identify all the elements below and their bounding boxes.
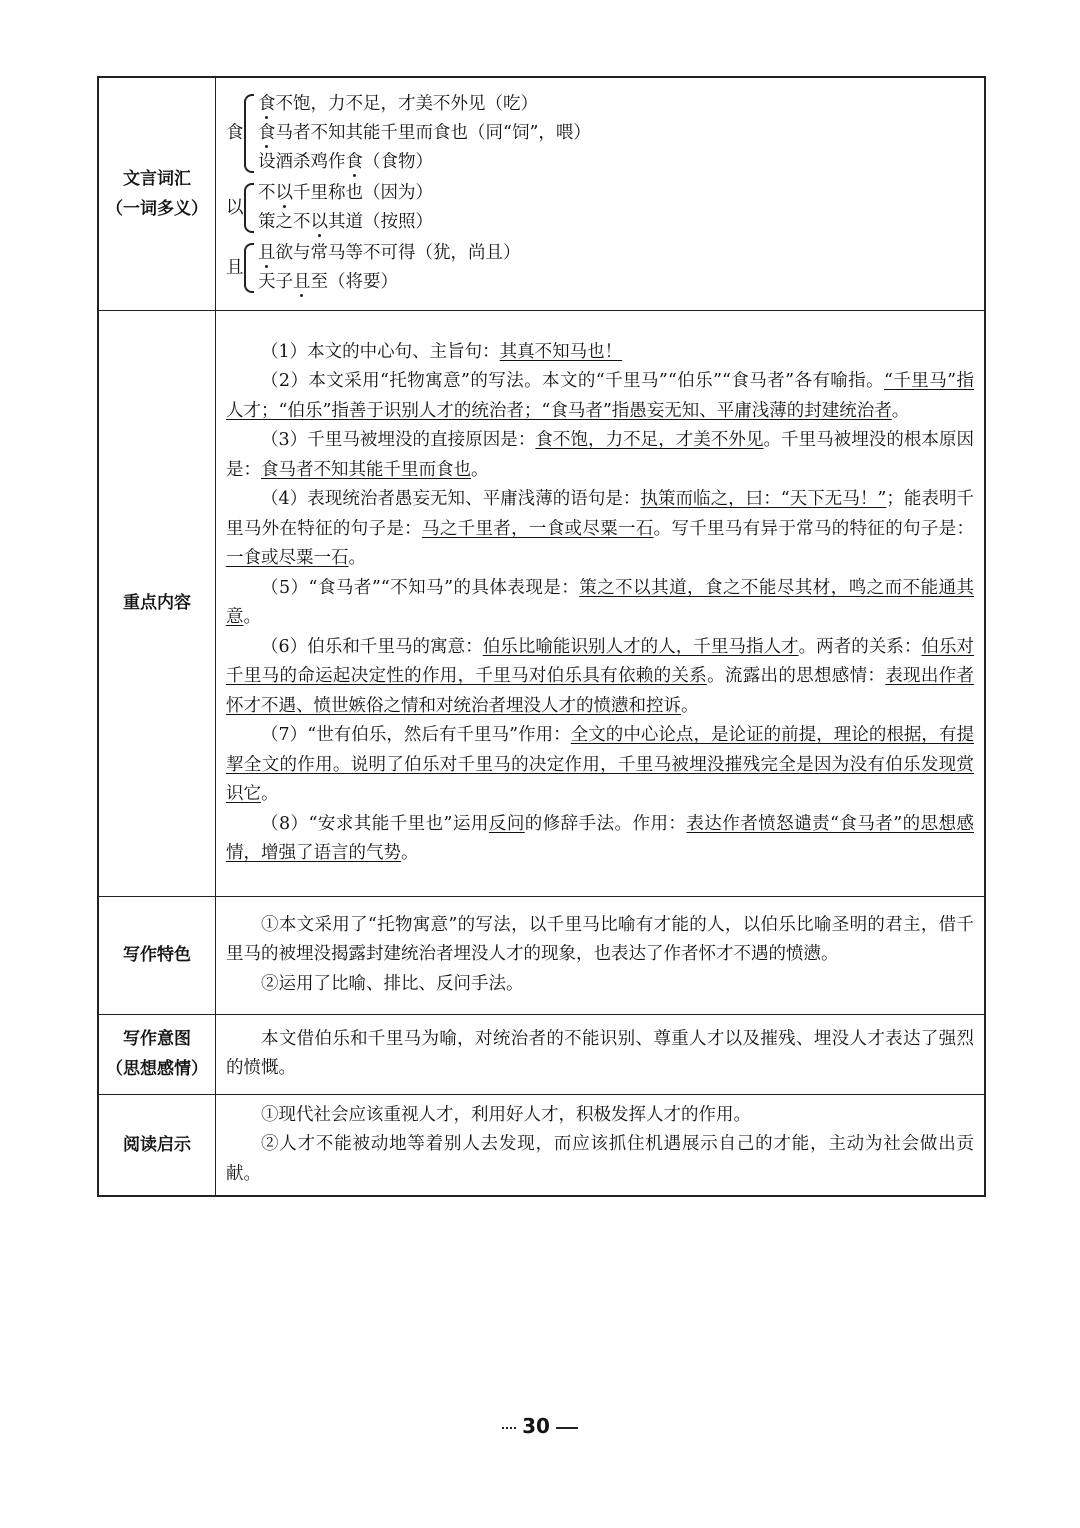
vocab-label-line2: （一词多义） [106,198,208,219]
vocab-row [98,77,985,310]
key-point-3: （3）千里马被埋没的直接原因是：食不饱，力不足，才美不外见。千里马被埋没的根本原因是：食马者不知其能千里而食也。 [226,430,975,480]
intent-label-line2: （思想感情） [106,1059,208,1079]
vocab-group-char: 以 [226,197,244,218]
vocab-group-char: 食 [226,123,244,143]
vocab-line: 策之不以其道（按照） [258,212,433,233]
writing-content [216,896,986,1014]
reading-content [216,1094,986,1196]
reading-label: 阅读启示 [98,1094,216,1196]
reading-row [98,1094,985,1196]
brace-icon [244,243,254,293]
page-number: 30 [522,1414,550,1438]
vocab-group-qie [226,239,974,297]
intent-label [98,1014,216,1094]
key-content [216,310,986,896]
vocab-group-yi [226,179,974,237]
vocab-label [98,77,216,310]
writing-row [98,896,985,1014]
summary-table [97,76,986,1197]
intent-row [98,1014,985,1094]
key-point-2: （2）本文采用“托物寓意”的写法。本文的“千里马”“伯乐”“食马者”各有喻指。“千里马”指人才；“伯乐”指善于识别人才的统治者；“食马者”指愚妄无知、平庸浅薄的封建统治者。 [226,371,974,421]
writing-label: 写作特色 [98,896,216,1014]
footer-dash-left [502,1427,516,1429]
vocab-line: 天子且至（将要） [258,272,398,293]
intent-label-line1: 写作意图 [123,1029,191,1049]
reading-point-1: ①现代社会应该重视人才，利用好人才，积极发挥人才的作用。 [261,1104,751,1125]
intent-text: 本文借伯乐和千里马为喻，对统治者的不能识别、尊重人才以及摧残、埋没人才表达了强烈的愤慨。 [226,1028,974,1078]
key-point-5: （5）“食马者”“不知马”的具体表现是：策之不以其道，食之不能尽其材，鸣之而不能通其意。 [226,577,975,627]
key-row [98,310,985,896]
writing-point-1: ①本文采用了“托物寓意”的写法，以千里马比喻有才能的人，以伯乐比喻圣明的君主，借千里马的被埋没揭露封建统治者埋没人才的现象，也表达了作者怀才不遇的愤懑。 [226,914,974,965]
vocab-line: 食不饱，力不足，才美不外见（吃） [258,94,538,115]
key-point-6: （6）伯乐和千里马的寓意：伯乐比喻能识别人才的人，千里马指人才。两者的关系：伯乐对千里马的命运起决定性的作用，千里马对伯乐具有依赖的关系。流露出的思想感情：表现出作者怀才不遇、愤世嫉俗之情和对统治者埋没人才的愤懑和控诉。 [226,636,975,716]
vocab-content [216,77,986,310]
vocab-label-line1: 文言词汇 [123,168,191,189]
page-footer [0,1414,1080,1438]
brace-icon [244,183,254,233]
vocab-line: 设酒杀鸡作食（食物） [258,152,433,173]
intent-content [216,1014,986,1094]
key-point-1: （1）本文的中心句、主旨句：其真不知马也！ [261,341,623,362]
key-point-8: （8）“安求其能千里也”运用反问的修辞手法。作用：表达作者愤怒谴责“食马者”的思想感情，增强了语言的气势。 [226,813,974,863]
key-point-7: （7）“世有伯乐，然后有千里马”作用：全文的中心论点，是论证的前提，理论的根据，有提挈全文的作用。说明了伯乐对千里马的决定作用，千里马被埋没摧残完全是因为没有伯乐发现赏识它。 [226,725,975,804]
vocab-group-shi [226,90,974,177]
reading-point-2: ②人才不能被动地等着别人去发现，而应该抓住机遇展示自己的才能，主动为社会做出贡献。 [226,1134,974,1184]
vocab-line: 食马者不知其能千里而食也（同“饲”，喂） [258,123,591,144]
vocab-group-char: 且 [226,257,244,278]
vocab-line: 且欲与常马等不可得（犹，尚且） [258,243,521,264]
vocab-line: 不以千里称也（因为） [258,183,433,204]
footer-dash-right [556,1427,578,1429]
brace-icon [244,94,254,173]
key-label: 重点内容 [98,310,216,896]
key-point-4: （4）表现统治者愚妄无知、平庸浅薄的语句是：执策而临之，曰：“天下无马！”；能表明千里马外在特征的句子是：马之千里者，一食或尽粟一石。写千里马有异于常马的特征的句子是：一食或尽粟一石。 [226,489,975,568]
writing-point-2: ②运用了比喻、排比、反问手法。 [261,973,524,994]
